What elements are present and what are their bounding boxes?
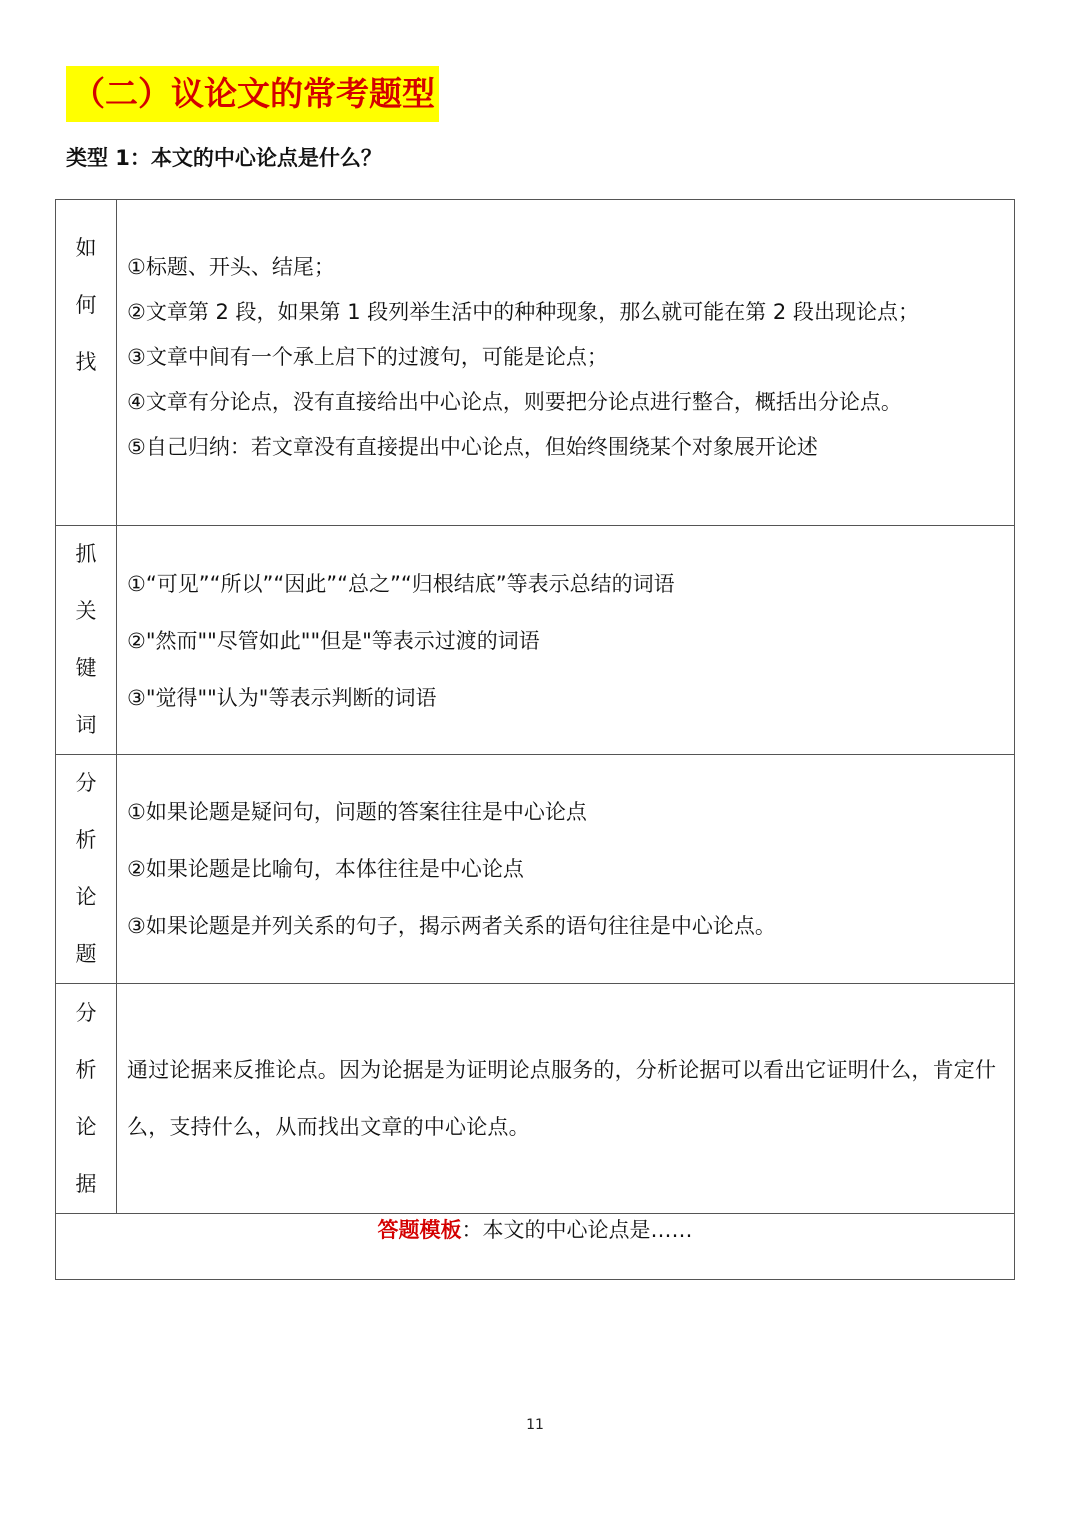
content-line: ②"然而""尽管如此""但是"等表示过渡的词语 — [127, 629, 540, 653]
table-row — [56, 526, 1015, 755]
table-row — [56, 200, 1015, 526]
row-label-char: 词 — [75, 713, 97, 737]
content-line: ①标题、开头、结尾； — [127, 255, 335, 279]
row-label-char: 抓 — [75, 542, 97, 566]
table-row — [56, 755, 1015, 984]
content-line: ④文章有分论点，没有直接给出中心论点，则要把分论点进行整合，概括出分论点。 — [127, 390, 902, 414]
row-content — [117, 200, 1015, 526]
row-label-char: 分 — [75, 771, 97, 795]
content-line: ②如果论题是比喻句，本体往往是中心论点 — [127, 857, 524, 881]
table-row — [56, 984, 1015, 1214]
question-type-heading: 类型 1：本文的中心论点是什么？ — [66, 146, 382, 170]
row-label-char: 如 — [75, 236, 97, 260]
row-label — [56, 755, 117, 984]
answer-template — [56, 1214, 1015, 1280]
row-label-char: 据 — [75, 1172, 97, 1196]
content-paragraph: 通过论据来反推论点。因为论据是为证明论点服务的，分析论据可以看出它证明什么，肯定什么，支持什么，从而找出文章的中心论点。 — [127, 1058, 997, 1139]
row-label — [56, 200, 117, 526]
row-label — [56, 526, 117, 755]
row-label — [56, 984, 117, 1214]
answer-template-label: 答题模板 — [377, 1218, 462, 1242]
content-line: ⑤自己归纳：若文章没有直接提出中心论点，但始终围绕某个对象展开论述 — [127, 435, 818, 459]
row-label-char: 析 — [75, 1058, 97, 1082]
row-label-char: 关 — [75, 599, 97, 623]
row-content — [117, 984, 1015, 1214]
row-label-char: 论 — [75, 1115, 97, 1139]
content-line: ③文章中间有一个承上启下的过渡句，可能是论点； — [127, 345, 608, 369]
row-label-char: 论 — [75, 885, 97, 909]
answer-template-separator: ： — [461, 1218, 483, 1242]
row-label-char: 析 — [75, 828, 97, 852]
row-label-char: 找 — [75, 350, 97, 374]
content-line: ①如果论题是疑问句，问题的答案往往是中心论点 — [127, 800, 587, 824]
content-line: ③如果论题是并列关系的句子，揭示两者关系的语句往往是中心论点。 — [127, 914, 776, 938]
content-line: ②文章第 2 段，如果第 1 段列举生活中的种种现象，那么就可能在第 2 段出现论点； — [127, 300, 919, 324]
row-label-char: 分 — [75, 1001, 97, 1025]
row-content — [117, 526, 1015, 755]
answer-template-text: 本文的中心论点是…… — [482, 1218, 693, 1242]
row-content — [117, 755, 1015, 984]
row-label-char: 题 — [75, 942, 97, 966]
row-label-char: 何 — [75, 293, 97, 317]
section-title: （二）议论文的常考题型 — [66, 66, 439, 122]
page-number: 11 — [526, 1417, 544, 1433]
content-line: ①“可见”“所以”“因此”“总之”“归根结底”等表示总结的词语 — [127, 572, 675, 596]
content-line: ③"觉得""认为"等表示判断的词语 — [127, 686, 437, 710]
answer-template-row — [56, 1214, 1015, 1280]
method-table — [55, 199, 1015, 1280]
row-label-char: 键 — [75, 656, 97, 680]
